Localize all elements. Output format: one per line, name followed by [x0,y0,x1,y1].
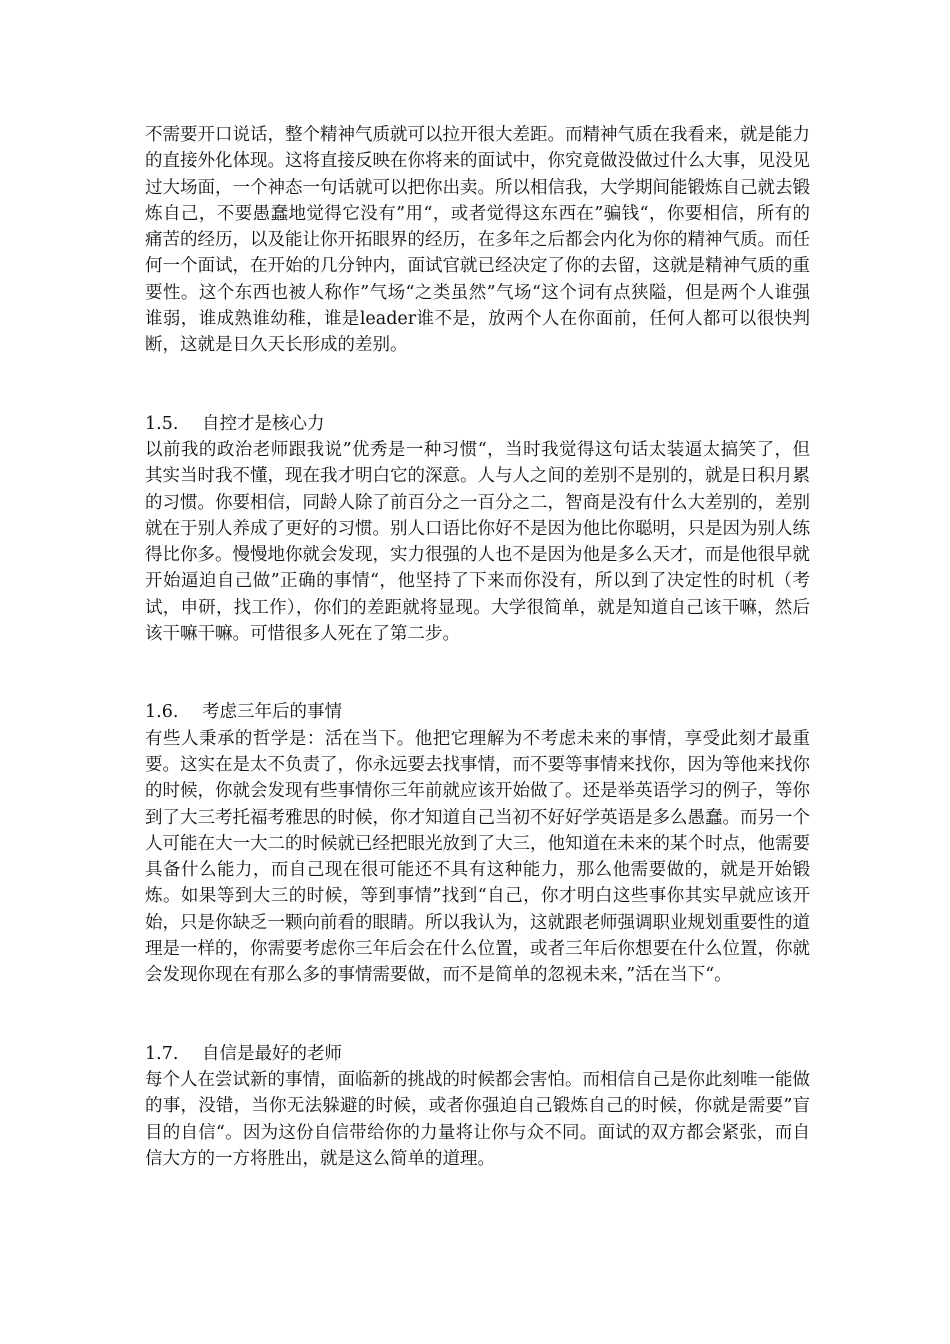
section-title: 自控才是核心力 [202,413,325,434]
section-spacer [145,647,810,699]
section-body-1-5: 以前我的政治老师跟我说”优秀是一种习惯“，当时我觉得这句话太装逼太搞笑了，但其实当时我不懂，现在我才明白它的深意。人与人之间的差别不是别的，就是日积月累的习惯。你要相信，同龄人除了前百分之一百分之二，智商是没有什么大差别的，差别就在于别人养成了更好的习惯。别人口语比你好不是因为他比你聪明，只是因为别人练得比你多。慢慢地你就会发现，实力很强的人也不是因为他是多么天才，而是他很早就开始逼迫自己做”正确的事情“，他坚持了下来而你没有，所以到了决定性的时机（考试，申研，找工作），你们的差距就将显现。大学很简单，就是知道自己该干嘛，然后该干嘛干嘛。可惜很多人死在了第二步。 [145,439,810,645]
section-body-1-7: 每个人在尝试新的事情，面临新的挑战的时候都会害怕。而相信自己是你此刻唯一能做的事，没错，当你无法躲避的时候，或者你强迫自己锻炼自己的时候，你就是需要”盲目的自信“。因为这份自信带给你的力量将让你与众不同。面试的双方都会紧张，而自信大方的一方将胜出，就是这么简单的道理。 [145,1069,810,1169]
section-title: 考虑三年后的事情 [202,702,342,723]
section-number: 1.6. [145,702,179,723]
section-body-1-6: 有些人秉承的哲学是：活在当下。他把它理解为不考虑未来的事情，享受此刻才最重要。这实在是太不负责了，你永远要去找事情，而不要等事情来找你，因为等他来找你的时候，你就会发现有些事情你三年前就应该开始做了。还是举英语学习的例子，等你到了大三考托福考雅思的时候，你才知道自己当初不好好学英语是多么愚蠢。而另一个人可能在大一大二的时候就已经把眼光放到了大三，他知道在未来的某个时点，他需要具备什么能力，而自己现在很可能还不具有这种能力，那么他需要做的，就是开始锻炼。如果等到大三的时候，等到事情”找到“自己，你才明白这些事你其实早就应该开始，只是你缺乏一颗向前看的眼睛。所以我认为，这就跟老师强调职业规划重要性的道理是一样的，你需要考虑你三年后会在什么位置，或者三年后你想要在什么位置，你就会发现你现在有那么多的事情需要做，而不是简单的忽视未来，”活在当下“。 [145,728,810,986]
section-heading-1-6 [145,699,810,725]
section-number: 1.7. [145,1043,179,1064]
section-heading-1-5 [145,411,810,437]
section-spacer [145,359,810,411]
document-content [145,122,810,1172]
intro-paragraph: 不需要开口说话，整个精神气质就可以拉开很大差距。而精神气质在我看来，就是能力的直接外化体现。这将直接反映在你将来的面试中，你究竟做没做过什么大事，见没见过大场面，一个神态一句话就可以把你出卖。所以相信我，大学期间能锻炼自己就去锻炼自己，不要愚蠢地觉得它没有”用“，或者觉得这东西在”骗钱“，你要相信，所有的痛苦的经历，以及能让你开拓眼界的经历，在多年之后都会内化为你的精神气质。而任何一个面试，在开始的几分钟内，面试官就已经决定了你的去留，这就是精神气质的重要性。这个东西也被人称作”气场“之类虽然”气场“这个词有点狭隘，但是两个人谁强谁弱，谁成熟谁幼稚，谁是leader谁不是，放两个人在你面前，任何人都可以很快判断，这就是日久天长形成的差别。 [145,125,810,356]
section-title: 自信是最好的老师 [202,1043,342,1064]
section-heading-1-7 [145,1041,810,1067]
section-spacer [145,989,810,1041]
section-number: 1.5. [145,413,179,434]
